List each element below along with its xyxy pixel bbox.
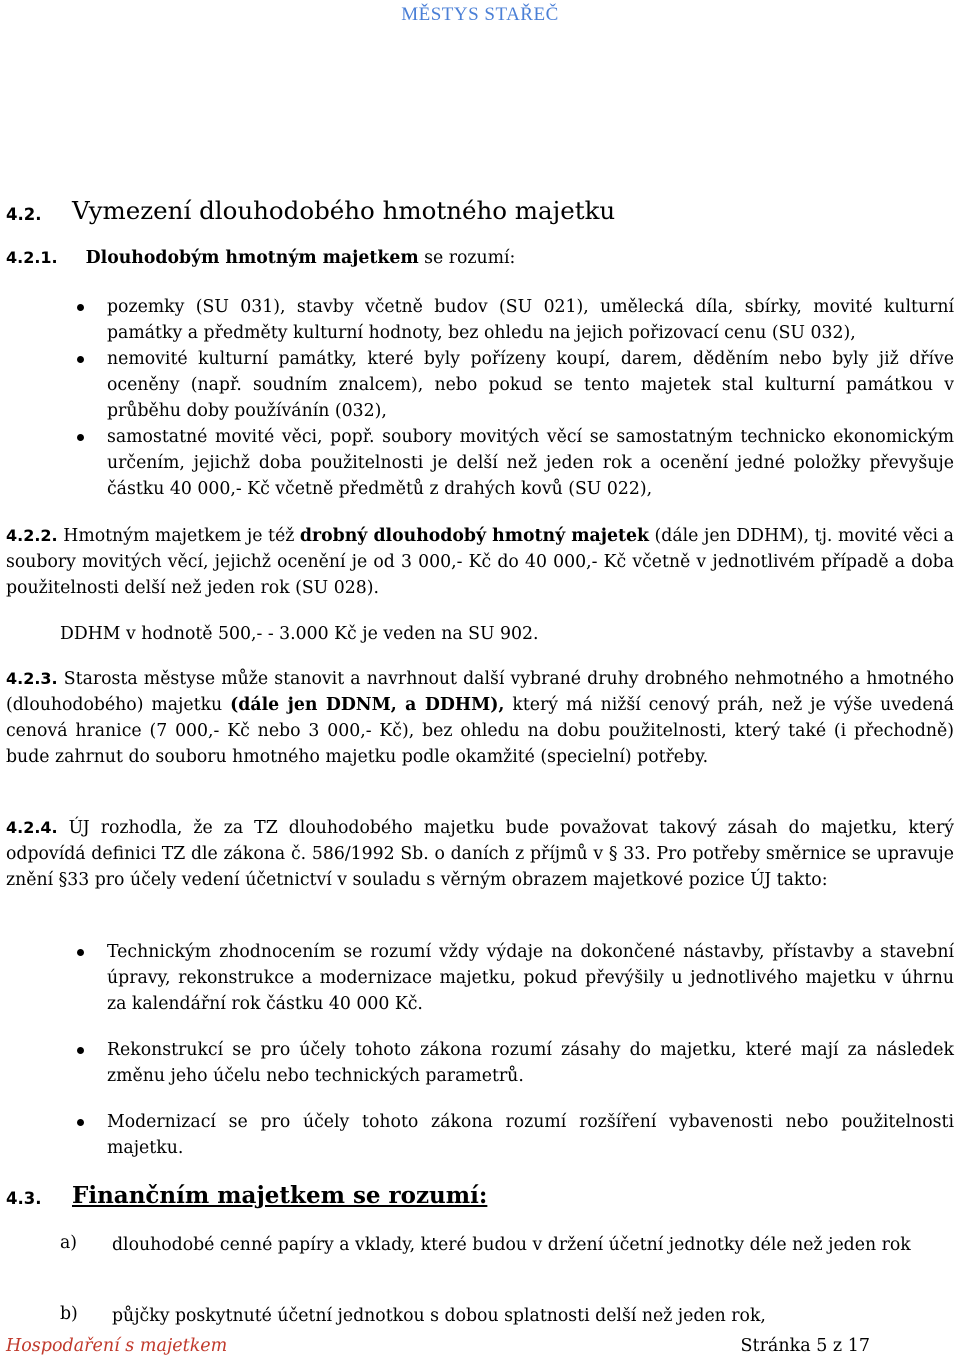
paragraph-number: 4.2.4. [6,818,58,837]
paragraph-4-2-1 [6,245,876,271]
bullet-list-dhm [107,294,954,502]
page-number: Stránka 5 z 17 [740,1336,870,1356]
bold-term: drobný dlouhodobý hmotný majetek [299,526,649,546]
bullet-icon [77,434,84,441]
page-header: MĚSTYS STAŘEČ [401,4,559,25]
paragraph-number: 4.2.2. [6,526,58,545]
footer-title: Hospodaření s majetkem [6,1336,228,1356]
bold-term: (dále jen DDNM, a DDHM), [230,695,505,715]
enum-label: b) [60,1304,78,1324]
paragraph-4-2-3: 4.2.3. Starosta městyse může stanovit a navrhnout další vybrané druhy drobného nehmotného a hmotného (dlouhodobého) majetku (dále jen DDNM, a DDHM), který má nižší cenový práh, než je výše uvedená cenová hranice (7 000,- Kč nebo 3 000,- Kč), bez ohledu na dobu použitelnosti, který také (i přechodně) bude zahrnut do souboru hmotného majetku podle okamžité (specielní) potřeby. [6,669,954,767]
enum-item: půjčky poskytnuté účetní jednotkou s dobou splatnosti delší než jeden rok, [112,1306,766,1326]
bullet-list-tz [107,939,954,1161]
bullet-icon [77,1119,84,1126]
bold-term: Dlouhodobým hmotným majetkem [85,248,419,268]
bullet-icon [77,1047,84,1054]
paragraph-4-2-4: 4.2.4. ÚJ rozhodla, že za TZ dlouhodobého majetku bude považovat takový zásah do majetku, který odpovídá definici TZ dle zákona č. 586/1992 Sb. o daních z příjmů v § 33. Pro potřeby směrnice se upravuje znění §33 pro účely vedení účetnictví v souladu s věrným obrazem majetkové pozice ÚJ takto: [6,818,954,890]
paragraph-text: se rozumí: [418,248,516,268]
bullet-icon [77,949,84,956]
list-item: samostatné movité věci, popř. soubory movitých věcí se samostatným technicko ekonomickým určením, jejichž doba použitelnosti je delší než jeden rok a ocenění jedné položky převyšuje částku 40 000,- Kč včetně předmětů z drahých kovů (SU 022), [107,424,954,502]
section-title: Finančním majetkem se rozumí: [72,1182,488,1209]
section-number: 4.3. [6,1189,42,1208]
list-item: Technickým zhodnocením se rozumí vždy výdaje na dokončené nástavby, přístavby a stavební úpravy, rekonstrukce a modernizace majetku, pokud převýšily u jednotlivého majetku v úhrnu za kalendářní rok částku 40 000 Kč. [107,939,954,1017]
list-item: Rekonstrukcí se pro účely tohoto zákona rozumí zásahy do majetku, které mají za následek změnu jeho účelu nebo technických parametrů. [107,1037,954,1089]
bullet-icon [77,356,84,363]
section-title: Vymezení dlouhodobého hmotného majetku [72,196,616,225]
enum-item: dlouhodobé cenné papíry a vklady, které budou v držení účetní jednotky déle než jeden rok [112,1235,911,1255]
paragraph-number: 4.2.1. [6,248,58,267]
bullet-icon [77,304,84,311]
paragraph-number: 4.2.3. [6,669,58,688]
ddhm-note: DDHM v hodnotě 500,- - 3.000 Kč je veden na SU 902. [60,624,539,644]
section-number: 4.2. [6,205,42,224]
list-item: Modernizací se pro účely tohoto zákona rozumí rozšíření vybavenosti nebo použitelnosti majetku. [107,1109,954,1161]
paragraph-4-2-2: 4.2.2. Hmotným majetkem je též drobný dlouhodobý hmotný majetek (dále jen DDHM), tj. movité věci a soubory movitých věcí, jejichž ocenění je od 3 000,- Kč do 40 000,- Kč včetně v jednotlivém případě a doba použitelnosti delší než jeden rok (SU 028). [6,526,954,598]
enum-label: a) [60,1233,78,1253]
list-item: nemovité kulturní památky, které byly pořízeny koupí, darem, děděním nebo byly již dříve oceněny (např. soudním znalcem), nebo pokud se tento majetek stal kulturní památkou v průběhu doby používánín (032), [107,346,954,424]
list-item: pozemky (SU 031), stavby včetně budov (SU 021), umělecká díla, sbírky, movité kulturní památky a předměty kulturní hodnoty, bez ohledu na jejich pořizovací cenu (SU 032), [107,294,954,346]
